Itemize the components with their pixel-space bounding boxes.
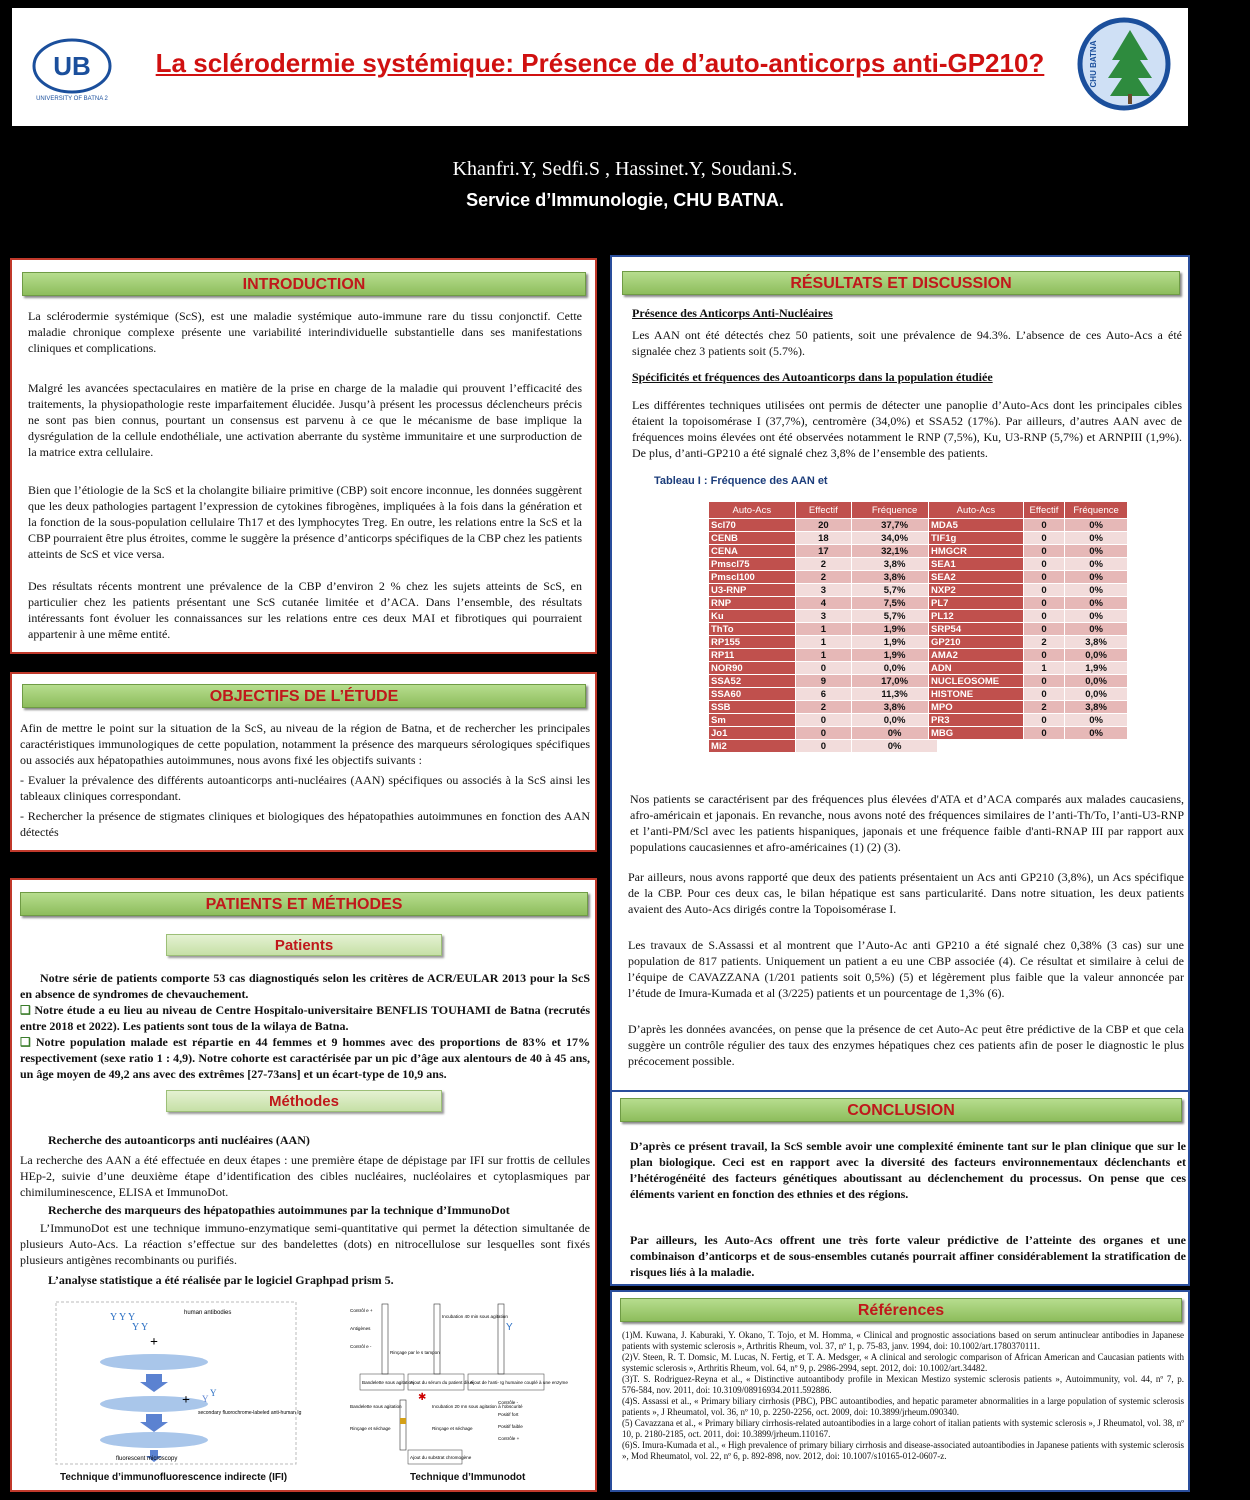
cell-autoacs: Pmscl75 — [709, 558, 796, 571]
cell-effectif: 4 — [795, 597, 852, 610]
reference-item: (5) Cavazzana et al., « Primary biliary cirrhosis-related autoantibodies in a large cohort of italian patients with systemic sclerosis », J Rheumatol, vol. 38, nº 10, p. 2180‑2185, oct. 2011, doi: 10.3899/jrheum.110167. — [622, 1418, 1184, 1439]
cell-frequence: 7,5% — [852, 597, 938, 610]
cell-frequence: 34,0% — [852, 532, 938, 545]
table-row — [929, 714, 1128, 727]
cell-autoacs: Jo1 — [709, 727, 796, 740]
svg-text:Y Y Y: Y Y Y — [110, 1312, 136, 1323]
cell-frequence: 3,8% — [852, 571, 938, 584]
cell-frequence: 3,8% — [1065, 636, 1128, 649]
cell-autoacs: RP11 — [709, 649, 796, 662]
cell-effectif: 6 — [795, 688, 852, 701]
method-2-text: L’ImmunoDot est une technique immuno-enzymatique semi-quantitative qui permet la détection simultanée de plusieurs Auto-Acs. La réaction s’effectue sur des bandelettes (dots) en nitrocellulose sur lesquelles sont fixés plusieurs antigènes recombinants ou purifiés. — [20, 1221, 590, 1267]
table-row — [709, 571, 938, 584]
fig2-label-5: Bandelette sous agitation — [362, 1380, 414, 1385]
cell-frequence: 0,0% — [1065, 649, 1128, 662]
cell-frequence: 5,7% — [852, 610, 938, 623]
table-row — [929, 649, 1128, 662]
authors: Khanfri.Y, Sedfi.S , Hassinet.Y, Soudani.S. — [452, 158, 798, 180]
cell-frequence: 0,0% — [852, 662, 938, 675]
introduction-panel — [10, 258, 597, 654]
svg-text:Y: Y — [210, 1388, 217, 1398]
cell-autoacs: SEA1 — [929, 558, 1024, 571]
cell-frequence: 0% — [1065, 597, 1128, 610]
cell-effectif: 0 — [1023, 610, 1064, 623]
col-header-effectif: Effectif — [1023, 502, 1064, 519]
cell-frequence: 0% — [1065, 545, 1128, 558]
cell-frequence: 3,8% — [852, 701, 938, 714]
svg-text:Y Y: Y Y — [132, 1322, 149, 1333]
table-row — [709, 623, 938, 636]
cell-autoacs: Mi2 — [709, 740, 796, 753]
svg-text:Y: Y — [506, 1322, 513, 1333]
fig2-label-6: Rinçage et séchage — [350, 1426, 391, 1431]
cell-frequence: 0% — [1065, 584, 1128, 597]
method-3-text: L’analyse statistique a été réalisée par le logiciel Graphpad prism 5. — [48, 1273, 394, 1287]
col-header-autoacs: Auto-Acs — [709, 502, 796, 519]
cell-effectif: 3 — [795, 584, 852, 597]
fig2-label-4: Incubation 40 min sous agitation — [442, 1314, 508, 1319]
cell-effectif: 2 — [1023, 701, 1064, 714]
cell-effectif: 17 — [795, 545, 852, 558]
results-section-2-title: Spécificités et fréquences des Autoanticorps dans la population étudiée — [632, 370, 993, 384]
fig2-label-14: Contrôle + — [498, 1436, 520, 1441]
cell-autoacs: MDA5 — [929, 519, 1024, 532]
cell-frequence: 0% — [1065, 610, 1128, 623]
table-row — [929, 675, 1128, 688]
references-list — [622, 1330, 1184, 1462]
table-row — [929, 584, 1128, 597]
table-row — [929, 532, 1128, 545]
fig2-label-8: Ajout de l'anti- Ig humaine couplé à une enzyme — [470, 1380, 568, 1385]
cell-autoacs: TIF1g — [929, 532, 1024, 545]
col-header-effectif: Effectif — [795, 502, 852, 519]
table-row — [709, 714, 938, 727]
cell-frequence: 0% — [1065, 571, 1128, 584]
results-heading: RÉSULTATS ET DISCUSSION — [622, 271, 1180, 295]
cell-effectif: 0 — [1023, 584, 1064, 597]
logo-left-text: UB — [53, 51, 91, 81]
fig2-label-10: Ajout du substrat chromogène — [410, 1455, 472, 1460]
cell-frequence: 0% — [1065, 623, 1128, 636]
fig2-label-6b: Rinçage et séchage — [432, 1426, 473, 1431]
cell-effectif: 0 — [795, 740, 852, 753]
fig2-label-7: Ajout du sérum du patient dilué — [410, 1380, 474, 1385]
cell-effectif: 0 — [795, 727, 852, 740]
cell-autoacs: Pmscl100 — [709, 571, 796, 584]
cell-autoacs: HMGCR — [929, 545, 1024, 558]
fig2-label-9: Incubation 20 mn sous agitation à l'obscurité — [432, 1404, 523, 1409]
objectifs-bullet-2: - Rechercher la présence de stigmates cliniques et biologiques des hépatopathies autoimmunes en fonction des AAN détectés — [20, 809, 590, 839]
cell-frequence: 0,0% — [1065, 675, 1128, 688]
svg-text:+: + — [150, 1335, 158, 1350]
reference-item: (3)T. S. Rodriguez-Reyna et al., « Distinctive autoantibody profile in Mexican Mestizo systemic sclerosis patients », Autoimmunity, vol. 44, nº 7, p. 576‑584, nov. 2011, doi: 10.3109/08916934.2011.592886. — [622, 1374, 1184, 1395]
table-row — [929, 545, 1128, 558]
results-paragraph-6: D’après les données avancées, on pense que la présence de cet Auto-Ac peut être prédictive de la CBP et que cela suggère un contrôle régulier des taux des enzymes hépatiques chez ces patients afin de poser le diagnostic le plus précocement possible. — [628, 1022, 1184, 1068]
cell-autoacs: SSB — [709, 701, 796, 714]
cell-frequence: 37,7% — [852, 519, 938, 532]
cell-autoacs: MBG — [929, 727, 1024, 740]
table-row — [709, 727, 938, 740]
table-row — [709, 519, 938, 532]
aan-table-right — [928, 501, 1128, 740]
cell-effectif: 0 — [1023, 675, 1064, 688]
cell-autoacs: Ku — [709, 610, 796, 623]
table-row — [709, 649, 938, 662]
table-row — [929, 727, 1128, 740]
patients-heading: Patients — [166, 934, 442, 956]
patients-paragraph-1: Notre série de patients comporte 53 cas diagnostiqués selon les critères de ACR/EULAR 2013 pour la ScS en absence de syndromes de chevauchement. — [20, 971, 590, 1001]
introduction-heading: INTRODUCTION — [22, 272, 586, 296]
method-1-title: Recherche des autoanticorps anti nucléaires (AAN) — [48, 1133, 310, 1147]
results-section-1-title: Présence des Anticorps Anti-Nucléaires — [632, 306, 833, 320]
fig2-caption: Technique d’Immunodot — [410, 1472, 526, 1483]
reference-item: (2)V. Steen, R. T. Domsic, M. Lucas, N. Fertig, et T. A. Medsger, « A clinical and serologic comparison of African American and Caucasian patients with systemic sclerosis », Arthritis Rheum, vol. 64, nº 9, p. 2986‑2994, sept. 2012, doi: 10.1002/art.34482. — [622, 1352, 1184, 1373]
table-row — [709, 662, 938, 675]
results-panel — [610, 255, 1190, 1095]
immunodot-figure — [348, 1300, 568, 1466]
cell-autoacs: NOR90 — [709, 662, 796, 675]
cell-effectif: 0 — [1023, 688, 1064, 701]
cell-effectif: 1 — [795, 649, 852, 662]
cell-frequence: 11,3% — [852, 688, 938, 701]
cell-effectif: 3 — [795, 610, 852, 623]
table-row — [709, 740, 938, 753]
cell-frequence: 0% — [1065, 714, 1128, 727]
results-section-1-text: Les AAN ont été détectés chez 50 patients, soit une prévalence de 94.3%. L’absence de ces Auto-Acs a été signalée chez 3 patients soit (5.7%). — [632, 328, 1182, 358]
table-row — [929, 688, 1128, 701]
cell-effectif: 0 — [1023, 519, 1064, 532]
cell-autoacs: SEA2 — [929, 571, 1024, 584]
references-panel — [610, 1290, 1190, 1492]
cell-effectif: 20 — [795, 519, 852, 532]
logo-left-sub: UNIVERSITY OF BATNA 2 — [36, 96, 108, 102]
cell-frequence: 0% — [852, 727, 938, 740]
table-row — [709, 675, 938, 688]
table-row — [929, 610, 1128, 623]
fig2-label-2: Contrôl e - — [350, 1344, 372, 1349]
checkbox-icon: ❑ — [20, 1003, 35, 1017]
col-header-autoacs: Auto-Acs — [929, 502, 1024, 519]
cell-autoacs: U3-RNP — [709, 584, 796, 597]
cell-effectif: 0 — [1023, 545, 1064, 558]
table-row — [929, 597, 1128, 610]
cell-effectif: 1 — [795, 623, 852, 636]
table-row — [709, 597, 938, 610]
cell-effectif: 0 — [1023, 623, 1064, 636]
method-1-text: La recherche des AAN a été effectuée en deux étapes : une première étape de dépistage par IFI sur frottis de cellules HEp-2, suivie d’une deuxième étape d’identification des cibles nucléaires, nucléolaires et cytoplasmiques par chimiluminescence, ELISA et ImmunoDot. — [20, 1153, 590, 1199]
table-row — [929, 662, 1128, 675]
cell-autoacs: SSA52 — [709, 675, 796, 688]
cell-effectif: 0 — [1023, 558, 1064, 571]
patients-paragraph-2: ❑ Notre étude a eu lieu au niveau de Centre Hospitalo-universitaire BENFLIS TOUHAMI de Batna (recrutés entre 2018 et 2022). Les patients sont tous de la wilaya de Batna. — [20, 1003, 590, 1033]
intro-paragraph-3: Bien que l’étiologie de la ScS et la cholangite biliaire primitive (CBP) soit encore inconnue, les données suggèrent que les deux pathologies partagent l’expression de cytokines fibrogènes, impliquées à la fois dans la génération et la fonction de la sous-population cellulaire Th17 et des lymphocytes Treg. En outre, les relations entre la ScS et la CBP pourraient être plus étroites, comme le suggère la présence d’anticorps spécifiques de la CBP chez les patients atteints de ScS et vice versa. — [28, 483, 582, 561]
table-row — [709, 532, 938, 545]
table-row — [709, 558, 938, 571]
method-2-title: Recherche des marqueurs des hépatopathies autoimmunes par la technique d’ImmunoDot — [48, 1203, 510, 1217]
intro-paragraph-1: La sclérodermie systémique (ScS), est une maladie systémique auto-immune rare du tissu conjonctif. Cette maladie chronique complexe présente une variabilité interindividuelle substantielle dans ses manifestations cliniques et complications. — [28, 309, 582, 355]
cell-frequence: 17,0% — [852, 675, 938, 688]
table-row — [709, 610, 938, 623]
cell-autoacs: CENA — [709, 545, 796, 558]
fig2-label-5b: Bandelette sous agitation — [350, 1404, 402, 1409]
conclusion-heading: CONCLUSION — [620, 1098, 1182, 1122]
fig2-label-1: Antigènes — [350, 1326, 371, 1331]
cell-frequence: 0% — [1065, 558, 1128, 571]
cell-effectif: 1 — [1023, 662, 1064, 675]
table-row — [929, 701, 1128, 714]
svg-text:Y: Y — [202, 1394, 209, 1404]
fig2-label-11: Contrôle - — [498, 1400, 519, 1405]
university-logo — [30, 20, 114, 104]
cell-frequence: 5,7% — [852, 584, 938, 597]
reference-item: (1)M. Kuwana, J. Kaburaki, Y. Okano, T. Tojo, et M. Homma, « Clinical and prognostic associations based on serum antinuclear antibodies in Japanese patients with systemic sclerosis », Arthritis Rheum, vol. 37, nº 1, p. 75‑83, janv. 1994, doi: 10.1002/art.1780370111. — [622, 1330, 1184, 1351]
ifi-figure — [54, 1300, 302, 1466]
fig1-label-antibodies: human antibodies — [184, 1310, 232, 1316]
cell-autoacs: GP210 — [929, 636, 1024, 649]
cell-frequence: 3,8% — [1065, 701, 1128, 714]
cell-effectif: 0 — [795, 714, 852, 727]
cell-effectif: 0 — [1023, 649, 1064, 662]
fig2-label-0: Contrôl e + — [350, 1308, 373, 1313]
objectifs-heading: OBJECTIFS DE L’ÉTUDE — [22, 684, 586, 708]
conclusion-panel — [610, 1090, 1190, 1286]
cell-frequence: 0,0% — [1065, 688, 1128, 701]
results-paragraph-3: Nos patients se caractérisent par des fréquences plus élevées d'ATA et d’ACA comparés aux malades caucasiens, afro-américain et japonais. En revanche, nous avons noté des fréquences similaires de l’anti-Th/To, l’anti-U3-RNP et l’anti-PM/Scl avec les patients hispaniques, japonais et une fréquence faible d'anti-RNAP III par rapport aux populations caucasiennes et afro-américaines (1) (2) (3). — [630, 792, 1184, 854]
cell-frequence: 1,9% — [852, 649, 938, 662]
cell-effectif: 0 — [1023, 597, 1064, 610]
table-row — [929, 636, 1128, 649]
cell-effectif: 0 — [1023, 727, 1064, 740]
intro-paragraph-2: Malgré les avancées spectaculaires en matière de la prise en charge de la maladie qui prouvent l’efficacité des traitements, la physiopathologie reste imparfaitement élucidée. Jusqu’à présent les processus déclencheurs précis ne sont pas bien connus, pourtant un consensus est parvenu à ce que le mécanisme de base implique la dysrégulation de la cellule endothéliale, une activation aberrante du système immunitaire et une surproduction de la matrice extra cellulaire. — [28, 381, 582, 459]
reference-item: (6)S. Imura-Kumada et al., « High prevalence of primary biliary cirrhosis and disease-associated autoantibodies in Japanese patients with systemic sclerosis », Mod Rheumatol, vol. 22, nº 6, p. 892‑898, nov. 2012, doi: 10.1007/s10165-012-0607-z. — [622, 1440, 1184, 1461]
cell-effectif: 0 — [1023, 532, 1064, 545]
cell-effectif: 2 — [795, 558, 852, 571]
cell-autoacs: PR3 — [929, 714, 1024, 727]
aan-table-left — [708, 501, 938, 753]
cell-autoacs: RP155 — [709, 636, 796, 649]
svg-text:✱: ✱ — [418, 1392, 427, 1403]
cell-autoacs: Sm — [709, 714, 796, 727]
cell-autoacs: RNP — [709, 597, 796, 610]
cell-frequence: 1,9% — [852, 623, 938, 636]
cell-effectif: 0 — [795, 662, 852, 675]
fig2-label-3: Rinçage par le s tampon — [390, 1350, 440, 1355]
methodes-heading: Méthodes — [166, 1090, 442, 1112]
cell-frequence: 1,9% — [1065, 662, 1128, 675]
cell-frequence: 32,1% — [852, 545, 938, 558]
intro-paragraph-4: Des résultats récents montrent une prévalence de la CBP d’environ 2 % chez les sujets atteints de ScS, en particulier chez les patients présentant une ScS cutanée limitée et d’ACA. Dans l’ensemble, des résultats intéressants font évoluer les connaissances sur les relations entre ces deux MAI et fibrotiques qui pourraient appartenir à une même entité. — [28, 579, 582, 641]
cell-autoacs: SRP54 — [929, 623, 1024, 636]
cell-autoacs: Scl70 — [709, 519, 796, 532]
cell-frequence: 0% — [1065, 727, 1128, 740]
cell-autoacs: MPO — [929, 701, 1024, 714]
svg-text:+: + — [182, 1393, 190, 1408]
hospital-logo — [1068, 16, 1180, 112]
cell-autoacs: CENB — [709, 532, 796, 545]
cell-effectif: 2 — [795, 701, 852, 714]
cell-effectif: 0 — [1023, 714, 1064, 727]
cell-autoacs: ThTo — [709, 623, 796, 636]
cell-frequence: 1,9% — [852, 636, 938, 649]
reference-item: (4)S. Assassi et al., « Primary biliary cirrhosis (PBC), PBC autoantibodies, and hepatic parameter abnormalities in a large population of systemic sclerosis patients », J Rheumatol, vol. 36, nº 10, p. 2250‑2256, oct. 2009, doi: 10.3899/jrheum.090340. — [622, 1396, 1184, 1417]
cell-effectif: 2 — [795, 571, 852, 584]
fig2-label-12: Positif fort — [498, 1412, 519, 1417]
objectifs-paragraph: Afin de mettre le point sur la situation de la ScS, au niveau de la région de Batna, et de rechercher les principales caractéristiques immunologiques de cette population, notamment la présence des marqueurs sérologiques spécifiques ou associés aux hépatopathies autoimmunes, nous avons fixé les objectifs suivants : — [20, 721, 590, 767]
fig1-label-microscopy: fluorescent microscopy — [116, 1456, 178, 1462]
table-row — [709, 636, 938, 649]
table-row — [929, 558, 1128, 571]
results-paragraph-5: Les travaux de S.Assassi et al montrent que l’Auto-Ac anti GP210 a été signalé chez 0,38% (3 cas) sur une population de 817 patients. Uniquement un patient a eu une CBP associée (4). Ce résultat et similaire à celui de l’équipe de CAVAZZANA (1/201 patients soit 0,5%) (5) et légèrement plus faible que la valeur annoncée par l’étude de Imura-Kumada et al (3/225) patients et un pourcentage de 1,3% (6). — [628, 938, 1184, 1000]
logo-right-text: CHU BATNA — [1089, 40, 1098, 88]
results-section-2-text: Les différentes techniques utilisées ont permis de détecter une panoplie d’Auto-Acs dont les principales cibles étaient la topoisomérase I (37,7%), centromère (34,0%) et SSA52 (17%). Par ailleurs, d’autres AAN avec de fréquences moins élevées ont été observées notamment le RNP (7,5%), Ku, U3-RNP (5,7%) et ARNPIII (1,9%). De plus, d’anti-GP210 a été signalé chez 3,8% de l’ensemble des patients. — [632, 398, 1182, 460]
table-row — [709, 688, 938, 701]
cell-effectif: 1 — [795, 636, 852, 649]
objectifs-panel — [10, 672, 597, 852]
cell-effectif: 2 — [1023, 636, 1064, 649]
cell-autoacs: ADN — [929, 662, 1024, 675]
table-row — [709, 701, 938, 714]
col-header-frequence: Fréquence — [1065, 502, 1128, 519]
objectifs-bullet-1: - Evaluer la prévalence des différents autoanticorps anti-nucléaires (AAN) spécifiques ou associés à la ScS ainsi les tableaux cliniques correspondant. — [20, 773, 590, 803]
cell-frequence: 3,8% — [852, 558, 938, 571]
fig2-label-13: Positif faible — [498, 1424, 523, 1429]
col-header-frequence: Fréquence — [852, 502, 938, 519]
poster-title: La sclérodermie systémique: Présence de d’auto-anticorps anti-GP210? — [155, 48, 1045, 78]
conclusion-paragraph-2: Par ailleurs, les Auto-Acs offrent une très forte valeur prédictive de l’atteinte des organes et une combinaison d’anticorps et de sous-ensembles cutanés pourrait affiner considérablement la stratification de risques liés à la maladie. — [630, 1233, 1186, 1279]
cell-effectif: 18 — [795, 532, 852, 545]
table-row — [709, 584, 938, 597]
cell-frequence: 0% — [1065, 519, 1128, 532]
table-title: Tableau I : Fréquence des AAN et — [654, 475, 828, 487]
results-paragraph-4: Par ailleurs, nous avons rapporté que deux des patients présentaient un Acs anti GP210 (3,8%), un Acs spécifique de la CBP. Pour ces deux cas, le bilan hépatique est sans particularité. Dans notre situation, les deux patients avaient des Auto-Acs dirigés contre la Topoisomérase I. — [628, 870, 1184, 916]
cell-effectif: 0 — [1023, 571, 1064, 584]
cell-autoacs: NXP2 — [929, 584, 1024, 597]
methods-heading: PATIENTS ET MÉTHODES — [20, 892, 588, 916]
table-row — [709, 545, 938, 558]
cell-autoacs: AMA2 — [929, 649, 1024, 662]
methods-panel — [10, 878, 597, 1492]
cell-frequence: 0% — [852, 740, 938, 753]
fig1-caption: Technique d’immunofluorescence indirecte (IFI) — [60, 1472, 288, 1483]
cell-frequence: 0,0% — [852, 714, 938, 727]
checkbox-icon: ❑ — [20, 1035, 36, 1049]
cell-autoacs: PL12 — [929, 610, 1024, 623]
references-heading: Références — [620, 1298, 1182, 1322]
fig1-label-secondary: secondary fluorochrome-labeled anti-human Ig — [198, 1410, 302, 1416]
affiliation: Service d’Immunologie, CHU BATNA. — [466, 190, 784, 210]
table-row — [929, 623, 1128, 636]
cell-autoacs: SSA60 — [709, 688, 796, 701]
patients-paragraph-3: ❑ Notre population malade est répartie en 44 femmes et 9 hommes avec des proportions de 83% et 17% respectivement (sexe ratio 1 : 4,9). Notre cohorte est caractérisée par un pic d’âge aux alentours de 40 à 45 ans, un âge moyen de 49,2 ans avec des extrêmes [27-73ans] et un écart-type de 10,9 ans. — [20, 1035, 590, 1081]
cell-effectif: 9 — [795, 675, 852, 688]
cell-autoacs: NUCLEOSOME — [929, 675, 1024, 688]
table-row — [929, 519, 1128, 532]
cell-frequence: 0% — [1065, 532, 1128, 545]
conclusion-paragraph-1: D’après ce présent travail, la ScS semble avoir une complexité éminente tant sur le plan clinique que sur le plan biologique. Ceci est en rapport avec la diversité des facteurs environnementaux déclenchants et l’hétérogénéité des facteurs génétiques aboutissant au déclenchement du processus. On pense que ces éléments varient en fonction des ethnies et des régions. — [630, 1139, 1186, 1201]
cell-autoacs: HISTONE — [929, 688, 1024, 701]
table-row — [929, 571, 1128, 584]
cell-autoacs: PL7 — [929, 597, 1024, 610]
